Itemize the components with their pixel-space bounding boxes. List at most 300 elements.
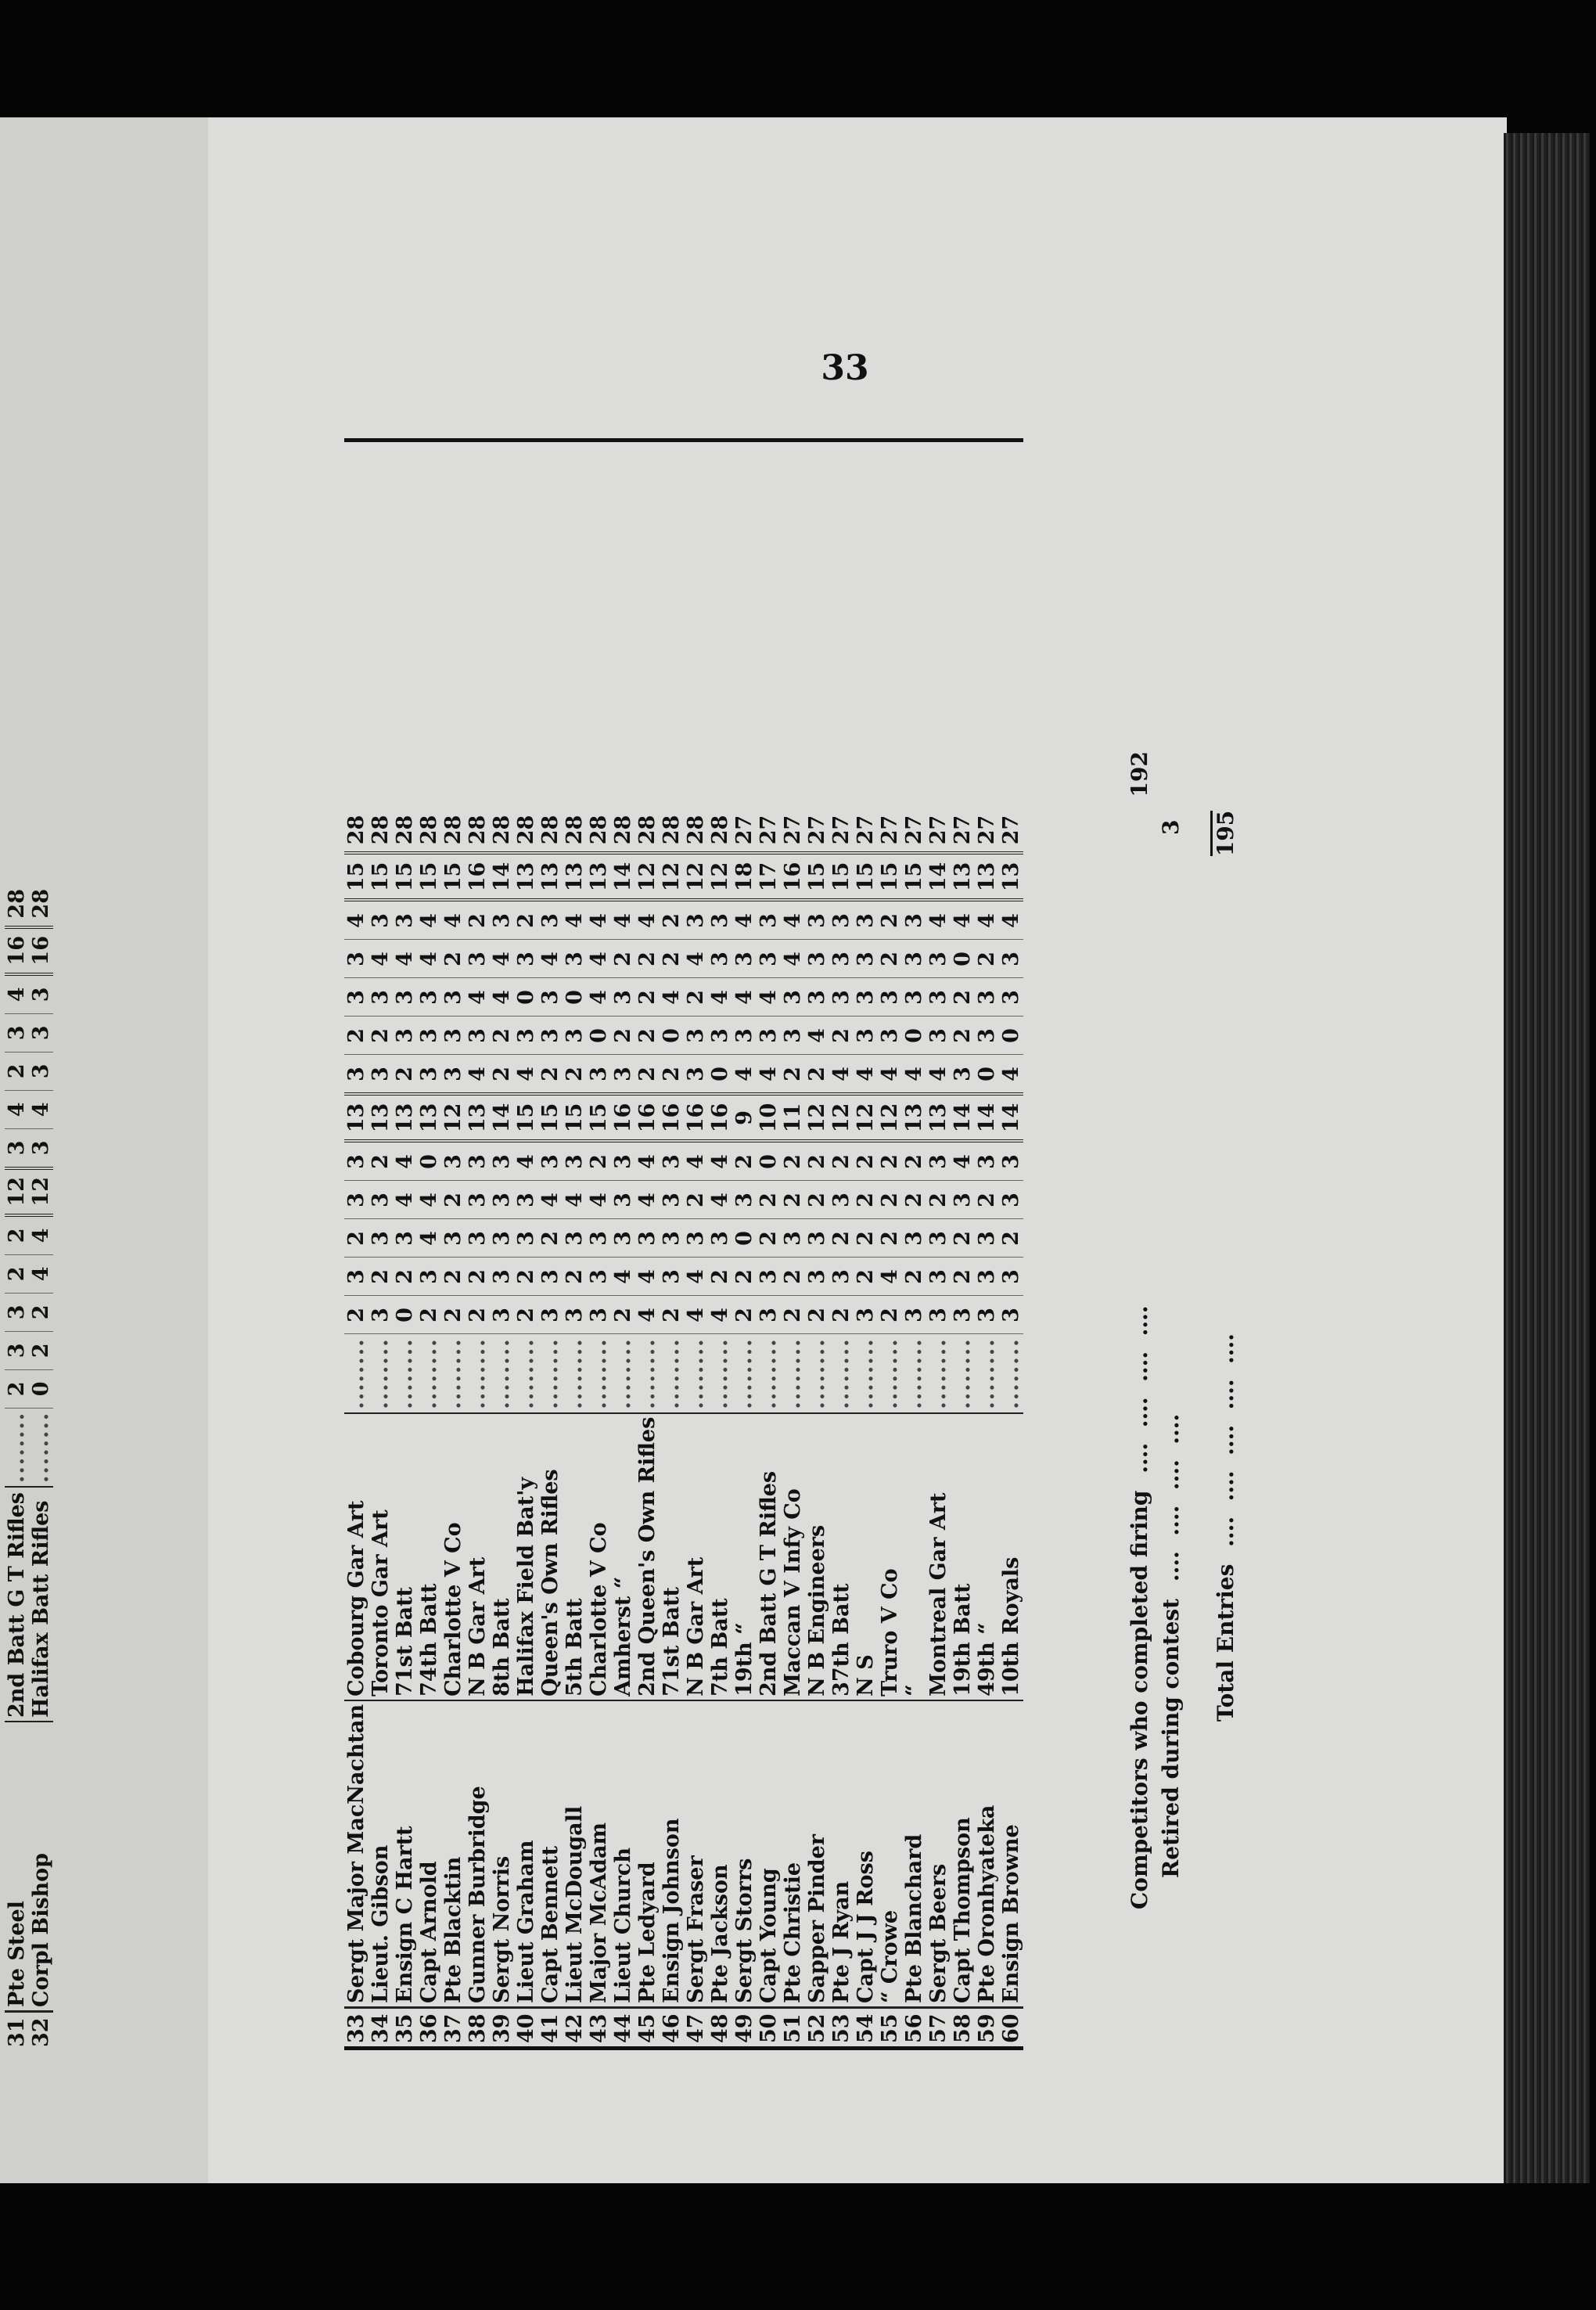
shot-score: 4 — [417, 1219, 441, 1258]
shot-score: 2 — [538, 1055, 563, 1095]
shot-score: 3 — [999, 1141, 1023, 1181]
shot-score: 3 — [538, 978, 563, 1016]
row-number: 37 — [441, 2008, 466, 2047]
table-row — [587, 808, 611, 2046]
shot-score: 3 — [829, 1258, 854, 1296]
corps-name: Charlotte V Co — [587, 1413, 611, 1700]
row-number: 57 — [926, 2008, 951, 2047]
competitor-name: Lieut Graham — [514, 1700, 538, 2008]
shot-score: 3 — [417, 1258, 441, 1296]
competitor-name: Pte Blacktin — [441, 1700, 466, 2008]
score: 28 — [5, 882, 29, 927]
shot-score: 3 — [684, 900, 708, 940]
range-total: 15 — [854, 853, 878, 900]
leader-dots: ........ — [998, 1337, 1023, 1409]
shot-score: 3 — [441, 1016, 466, 1055]
shot-score: 0 — [757, 1141, 781, 1181]
shot-score: 2 — [781, 1258, 805, 1296]
shot-score: 3 — [975, 1296, 999, 1334]
shot-score: 0 — [999, 1016, 1023, 1055]
corps-name: N B Gar Art — [684, 1413, 708, 1700]
leader-dots: ........ — [901, 1337, 926, 1409]
range-total: 16 — [635, 1094, 660, 1141]
shot-score: 2 — [805, 1296, 829, 1334]
shot-score: 2 — [975, 940, 999, 978]
shot-score: 0 — [563, 978, 587, 1016]
shot-score: 3 — [854, 978, 878, 1016]
shot-score: 3 — [684, 1016, 708, 1055]
score: 2 — [5, 1215, 29, 1255]
range-total: 15 — [805, 853, 829, 900]
shot-score: 2 — [708, 1258, 732, 1296]
competitor-name: Capt Arnold — [417, 1700, 441, 2008]
shot-score: 2 — [563, 1258, 587, 1296]
range-total: 15 — [344, 853, 368, 900]
shot-score: 3 — [538, 900, 563, 940]
shot-score: 4 — [951, 1141, 975, 1181]
leader-dots: ........ — [756, 1337, 781, 1409]
range-total: 12 — [660, 853, 684, 900]
score: 3 — [29, 1052, 53, 1090]
shot-score: 4 — [587, 978, 611, 1016]
shot-score: 2 — [441, 940, 466, 978]
shot-score: 4 — [635, 1141, 660, 1181]
shot-score: 2 — [878, 1181, 902, 1219]
shot-score: 4 — [684, 1258, 708, 1296]
score: 4 — [29, 1254, 53, 1293]
leader-dots: ........ — [877, 1337, 902, 1409]
shot-score: 3 — [902, 940, 926, 978]
grand-total: 27 — [975, 808, 999, 853]
shot-score: 4 — [708, 1181, 732, 1219]
shot-score: 3 — [587, 1258, 611, 1296]
table-row — [660, 808, 684, 2046]
leader-dots: ........ — [610, 1337, 635, 1409]
competitor-name: Sergt Fraser — [684, 1700, 708, 2008]
range-total: 13 — [926, 1094, 951, 1141]
shot-score: 3 — [611, 1181, 635, 1219]
corps-name: 19th Batt — [951, 1413, 975, 1700]
shot-score: 3 — [660, 1141, 684, 1181]
shot-score: 3 — [684, 1055, 708, 1095]
leader-dots: ........ — [368, 1337, 393, 1409]
shot-score: 0 — [660, 1016, 684, 1055]
table-row — [5, 882, 29, 2050]
competitor-name: Pte Steel — [5, 1722, 29, 2012]
shot-score: 2 — [368, 1016, 393, 1055]
corps-name: Truro V Co — [878, 1413, 902, 1700]
shot-score: 4 — [393, 1141, 417, 1181]
range-total: 15 — [878, 853, 902, 900]
shot-score: 2 — [611, 940, 635, 978]
shot-score: 2 — [757, 1181, 781, 1219]
shot-score: 3 — [926, 1258, 951, 1296]
shot-score: 3 — [951, 1055, 975, 1095]
competitor-name: Pte Christie — [781, 1700, 805, 2008]
shot-score: 4 — [757, 978, 781, 1016]
competitor-name: Capt Young — [757, 1700, 781, 2008]
shot-score: 2 — [829, 1219, 854, 1258]
shot-score: 2 — [344, 1219, 368, 1258]
competitor-name: Pte J Ryan — [829, 1700, 854, 2008]
shot-score: 4 — [393, 1181, 417, 1219]
shot-score: 3 — [999, 978, 1023, 1016]
score: 4 — [5, 974, 29, 1014]
shot-score: 2 — [490, 1055, 514, 1095]
row-number: 47 — [684, 2008, 708, 2047]
range-total: 13 — [951, 853, 975, 900]
shot-score: 4 — [417, 940, 441, 978]
shot-score: 4 — [563, 1181, 587, 1219]
range-total: 15 — [902, 853, 926, 900]
shot-score: 2 — [563, 1055, 587, 1095]
score: 3 — [5, 1013, 29, 1052]
table-row — [344, 808, 368, 2046]
shot-score: 2 — [684, 978, 708, 1016]
completed-row: Competitors who completed firing .... .... .... .... 192 — [1127, 751, 1152, 1909]
shot-score: 4 — [708, 978, 732, 1016]
shot-score: 3 — [708, 900, 732, 940]
table-row — [902, 808, 926, 2046]
shot-score: 0 — [417, 1141, 441, 1181]
row-number: 45 — [635, 2008, 660, 2047]
shot-score: 3 — [805, 1219, 829, 1258]
range-total: 13 — [902, 1094, 926, 1141]
retired-row: Retired during contest .... .... .... .... 3 — [1158, 819, 1184, 1878]
row-number: 59 — [975, 2008, 999, 2047]
grand-total: 28 — [563, 808, 587, 853]
shot-score: 0 — [951, 940, 975, 978]
range-total: 16 — [611, 1094, 635, 1141]
shot-score: 4 — [587, 940, 611, 978]
shot-score: 4 — [926, 1055, 951, 1095]
shot-score: 2 — [805, 1055, 829, 1095]
table-row — [466, 808, 490, 2046]
table-row — [708, 808, 732, 2046]
leader-dots: ........ — [950, 1337, 975, 1409]
corps-name: 37th Batt — [829, 1413, 854, 1700]
range-total: 15 — [441, 853, 466, 900]
grand-total: 28 — [368, 808, 393, 853]
shot-score: 3 — [999, 1181, 1023, 1219]
range-total: 14 — [951, 1094, 975, 1141]
shot-score: 3 — [490, 900, 514, 940]
shot-score: 4 — [514, 1141, 538, 1181]
shot-score: 2 — [344, 1296, 368, 1334]
row-number: 40 — [514, 2008, 538, 2047]
shot-score: 2 — [660, 900, 684, 940]
leader-dots: ........ — [343, 1337, 368, 1409]
table-row — [732, 808, 757, 2046]
corps-name: N B Engineers — [805, 1413, 829, 1700]
shot-score: 3 — [878, 1016, 902, 1055]
shot-score: 3 — [999, 940, 1023, 978]
leader-dots: ........ — [732, 1337, 757, 1409]
shot-score: 2 — [975, 1181, 999, 1219]
corps-name: Halifax Batt Rifles — [29, 1487, 53, 1722]
shot-score: 3 — [951, 1181, 975, 1219]
shot-score: 4 — [684, 940, 708, 978]
shot-score: 3 — [441, 1219, 466, 1258]
shot-score: 3 — [829, 900, 854, 940]
grand-total: 27 — [902, 808, 926, 853]
range-total: 14 — [490, 853, 514, 900]
shot-score: 2 — [635, 940, 660, 978]
page-number: 33 — [821, 348, 869, 388]
shot-score: 3 — [514, 1219, 538, 1258]
shot-score: 2 — [854, 1219, 878, 1258]
range-total: 16 — [466, 853, 490, 900]
shot-score: 3 — [514, 940, 538, 978]
competitor-name: Capt Thompson — [951, 1700, 975, 2008]
shot-score: 2 — [660, 940, 684, 978]
row-number: 36 — [417, 2008, 441, 2047]
shot-score: 2 — [951, 1258, 975, 1296]
range-total: 16 — [708, 1094, 732, 1141]
shot-score: 3 — [684, 1219, 708, 1258]
shot-score: 3 — [805, 978, 829, 1016]
score: 3 — [29, 1128, 53, 1168]
corps-name: 5th Batt — [563, 1413, 587, 1700]
row-number: 48 — [708, 2008, 732, 2047]
shot-score: 3 — [393, 900, 417, 940]
shot-score: 3 — [926, 1141, 951, 1181]
shot-score: 3 — [757, 1296, 781, 1334]
shot-score: 4 — [951, 900, 975, 940]
score: 0 — [29, 1369, 53, 1408]
range-total: 13 — [975, 853, 999, 900]
row-number: 49 — [732, 2008, 757, 2047]
range-total: 15 — [563, 1094, 587, 1141]
corps-name: 71st Batt — [393, 1413, 417, 1700]
shot-score: 2 — [344, 1016, 368, 1055]
score: 12 — [5, 1168, 29, 1215]
shot-score: 3 — [490, 1181, 514, 1219]
shot-score: 2 — [660, 1055, 684, 1095]
corps-name: N S — [854, 1413, 878, 1700]
shot-score: 3 — [732, 1181, 757, 1219]
shot-score: 2 — [902, 1141, 926, 1181]
corps-name: 2nd Batt G T Rifles — [757, 1413, 781, 1700]
shot-score: 2 — [732, 1141, 757, 1181]
row-number: 54 — [854, 2008, 878, 2047]
grand-total: 28 — [393, 808, 417, 853]
shot-score: 3 — [368, 1219, 393, 1258]
total-value: 195 — [1210, 811, 1238, 856]
shot-score: 3 — [417, 1016, 441, 1055]
shot-score: 3 — [732, 1016, 757, 1055]
corps-name: 2nd Queen's Own Rifles — [635, 1413, 660, 1700]
corps-name: 8th Batt — [490, 1413, 514, 1700]
grand-total: 28 — [635, 808, 660, 853]
shot-score: 4 — [417, 1181, 441, 1219]
table-row — [757, 808, 781, 2046]
range-total: 15 — [514, 1094, 538, 1141]
competitor-name: Pte Ledyard — [635, 1700, 660, 2008]
shot-score: 4 — [611, 900, 635, 940]
range-total: 13 — [393, 1094, 417, 1141]
shot-score: 4 — [660, 978, 684, 1016]
grand-total: 28 — [538, 808, 563, 853]
shot-score: 3 — [514, 1181, 538, 1219]
shot-score: 3 — [805, 940, 829, 978]
row-number: 42 — [563, 2008, 587, 2047]
shot-score: 3 — [660, 1219, 684, 1258]
shot-score: 3 — [926, 1296, 951, 1334]
shot-score: 3 — [781, 1219, 805, 1258]
range-total: 13 — [514, 853, 538, 900]
competitor-name: Pte Blanchard — [902, 1700, 926, 2008]
grand-total: 28 — [611, 808, 635, 853]
range-total: 16 — [684, 1094, 708, 1141]
range-total: 15 — [587, 1094, 611, 1141]
shot-score: 4 — [611, 1258, 635, 1296]
shot-score: 3 — [514, 1016, 538, 1055]
shot-score: 3 — [563, 1016, 587, 1055]
shot-score: 3 — [829, 940, 854, 978]
shot-score: 3 — [368, 1055, 393, 1095]
shot-score: 2 — [854, 1181, 878, 1219]
shot-score: 2 — [611, 1296, 635, 1334]
shot-score: 3 — [611, 1219, 635, 1258]
table-row — [538, 808, 563, 2046]
leader-dots: ........ — [392, 1337, 417, 1409]
range-total: 18 — [732, 853, 757, 900]
row-number: 52 — [805, 2008, 829, 2047]
range-total: 11 — [781, 1094, 805, 1141]
shot-score: 4 — [514, 1055, 538, 1095]
grand-total: 28 — [660, 808, 684, 853]
shot-score: 2 — [417, 1296, 441, 1334]
competitor-name: Lieut Church — [611, 1700, 635, 2008]
shot-score: 2 — [635, 1055, 660, 1095]
shot-score: 2 — [514, 1296, 538, 1334]
shot-score: 3 — [975, 978, 999, 1016]
range-total: 15 — [538, 1094, 563, 1141]
completed-label: Competitors who completed firing — [1127, 1490, 1152, 1909]
shot-score: 2 — [926, 1181, 951, 1219]
shot-score: 3 — [393, 978, 417, 1016]
shot-score: 3 — [344, 1055, 368, 1095]
corps-name: 74th Batt — [417, 1413, 441, 1700]
shot-score: 4 — [708, 1296, 732, 1334]
table-row — [490, 808, 514, 2046]
corps-name: Cobourg Gar Art — [344, 1413, 368, 1700]
shot-score: 4 — [684, 1141, 708, 1181]
row-number: 55 — [878, 2008, 902, 2047]
score: 12 — [29, 1168, 53, 1215]
shot-score: 4 — [344, 900, 368, 940]
range-total: 12 — [708, 853, 732, 900]
range-total: 13 — [368, 1094, 393, 1141]
shot-score: 2 — [878, 1141, 902, 1181]
shot-score: 3 — [902, 1296, 926, 1334]
shot-score: 3 — [538, 1141, 563, 1181]
shot-score: 4 — [587, 900, 611, 940]
corps-name: 7th Batt — [708, 1413, 732, 1700]
row-number: 41 — [538, 2008, 563, 2047]
grand-total: 28 — [684, 808, 708, 853]
corps-name: Halifax Field Bat'y — [514, 1413, 538, 1700]
range-total: 12 — [684, 853, 708, 900]
row-number: 51 — [781, 2008, 805, 2047]
shot-score: 4 — [538, 940, 563, 978]
range-total: 16 — [781, 853, 805, 900]
row-number: 33 — [344, 2008, 368, 2047]
shot-score: 2 — [781, 1055, 805, 1095]
leader-dots: ........ — [853, 1337, 878, 1409]
grand-total: 27 — [805, 808, 829, 853]
shot-score: 3 — [344, 940, 368, 978]
shot-score: 2 — [466, 900, 490, 940]
score: 2 — [5, 1254, 29, 1293]
competitor-name: Sergt Norris — [490, 1700, 514, 2008]
shot-score: 3 — [563, 940, 587, 978]
shot-score: 2 — [781, 1141, 805, 1181]
range-total: 15 — [368, 853, 393, 900]
shot-score: 2 — [368, 1141, 393, 1181]
shot-score: 3 — [757, 940, 781, 978]
table-row — [926, 808, 951, 2046]
shot-score: 3 — [466, 940, 490, 978]
row-number: 43 — [587, 2008, 611, 2047]
shot-score: 2 — [781, 1181, 805, 1219]
results-area — [344, 438, 1291, 2050]
shot-score: 4 — [999, 1055, 1023, 1095]
grand-total: 28 — [587, 808, 611, 853]
grand-total: 27 — [878, 808, 902, 853]
corps-name: Toronto Gar Art — [368, 1413, 393, 1700]
row-number: 44 — [611, 2008, 635, 2047]
corps-name: Amherst “ — [611, 1413, 635, 1700]
shot-score: 3 — [611, 978, 635, 1016]
shot-score: 4 — [732, 1055, 757, 1095]
shot-score: 4 — [926, 900, 951, 940]
shot-score: 3 — [417, 1055, 441, 1095]
leader-dots: ........ — [974, 1337, 999, 1409]
table-row — [29, 882, 53, 2050]
shot-score: 3 — [732, 940, 757, 978]
shot-score: 2 — [951, 1219, 975, 1258]
shot-score: 4 — [708, 1141, 732, 1181]
shot-score: 2 — [514, 1258, 538, 1296]
shot-score: 2 — [538, 1219, 563, 1258]
shot-score: 3 — [708, 1016, 732, 1055]
shot-score: 3 — [587, 1296, 611, 1334]
table-row — [514, 808, 538, 2046]
score: 3 — [5, 1128, 29, 1168]
shot-score: 3 — [660, 1181, 684, 1219]
corps-name: Queen's Own Rifles — [538, 1413, 563, 1700]
shot-score: 0 — [732, 1219, 757, 1258]
row-number: 58 — [951, 2008, 975, 2047]
table-row — [417, 808, 441, 2046]
score: 2 — [5, 1052, 29, 1090]
competitor-name: Capt Bennett — [538, 1700, 563, 2008]
shot-score: 2 — [393, 1055, 417, 1095]
shot-score: 3 — [975, 1258, 999, 1296]
shot-score: 2 — [635, 1016, 660, 1055]
shot-score: 3 — [368, 900, 393, 940]
competitor-name: Gunner Burbridge — [466, 1700, 490, 2008]
shot-score: 2 — [587, 1141, 611, 1181]
row-number: 31 — [5, 2012, 29, 2051]
shot-score: 4 — [368, 940, 393, 978]
competitor-name: Sergt Beers — [926, 1700, 951, 2008]
competitor-name: Lieut. Gibson — [368, 1700, 393, 2008]
table-row — [611, 808, 635, 2046]
row-number: 32 — [29, 2012, 53, 2051]
